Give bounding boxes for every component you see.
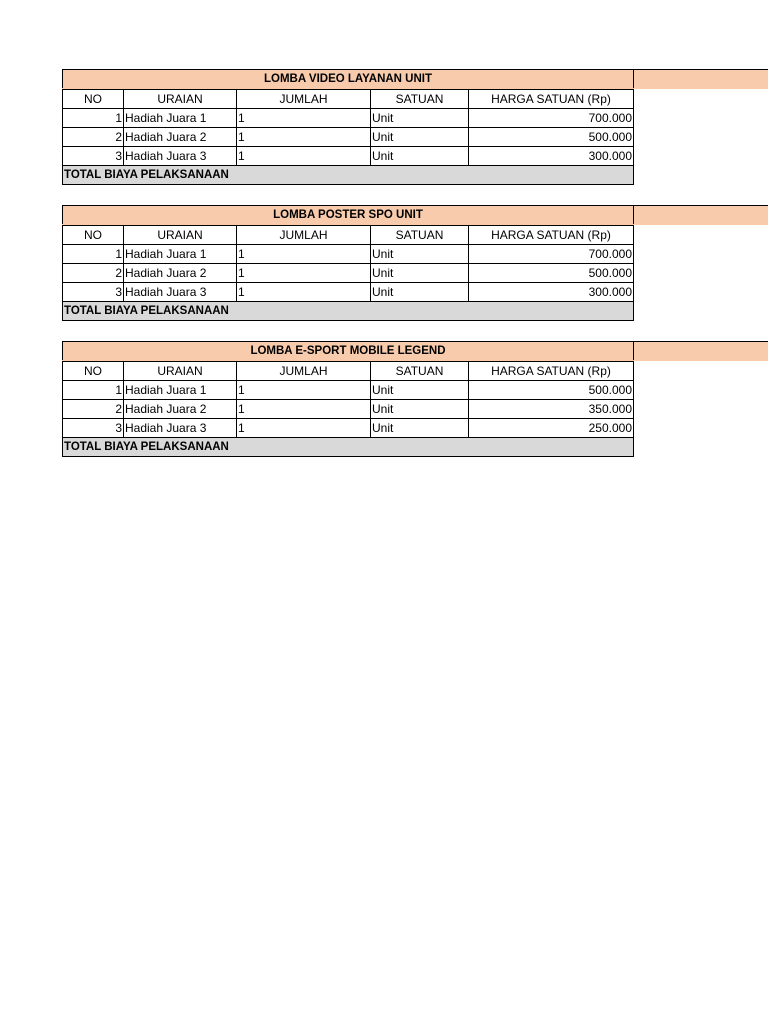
cell-uraian: Hadiah Juara 3 <box>124 419 237 438</box>
cell-no: 1 <box>63 109 124 128</box>
cell-jumlah: 1 <box>237 128 371 147</box>
cell-no: 2 <box>63 264 124 283</box>
table-row <box>63 128 634 147</box>
cell-jumlah: 1 <box>237 109 371 128</box>
cell-uraian: Hadiah Juara 3 <box>124 283 237 302</box>
cell-no: 1 <box>63 381 124 400</box>
header-row <box>63 226 634 245</box>
cell-satuan: Unit <box>371 400 469 419</box>
table-row <box>63 400 634 419</box>
budget-table <box>62 361 634 457</box>
table-row <box>63 419 634 438</box>
budget-section-video <box>62 69 768 185</box>
cell-jumlah: 1 <box>237 264 371 283</box>
cell-harga: 350.000 <box>469 400 634 419</box>
section-title-row <box>62 341 768 361</box>
table-row <box>63 381 634 400</box>
header-satuan: SATUAN <box>371 226 469 245</box>
total-label: TOTAL BIAYA PELAKSANAAN <box>63 302 634 321</box>
cell-satuan: Unit <box>371 109 469 128</box>
cell-uraian: Hadiah Juara 2 <box>124 264 237 283</box>
header-row <box>63 362 634 381</box>
cell-uraian: Hadiah Juara 1 <box>124 245 237 264</box>
budget-table <box>62 89 634 185</box>
cell-harga: 250.000 <box>469 419 634 438</box>
header-row <box>63 90 634 109</box>
cell-satuan: Unit <box>371 147 469 166</box>
cell-uraian: Hadiah Juara 1 <box>124 109 237 128</box>
header-jumlah: JUMLAH <box>237 226 371 245</box>
header-harga: HARGA SATUAN (Rp) <box>469 362 634 381</box>
cell-uraian: Hadiah Juara 1 <box>124 381 237 400</box>
total-row <box>63 166 634 185</box>
header-satuan: SATUAN <box>371 362 469 381</box>
cell-jumlah: 1 <box>237 400 371 419</box>
cell-jumlah: 1 <box>237 419 371 438</box>
section-title: LOMBA POSTER SPO UNIT <box>62 206 634 224</box>
header-harga: HARGA SATUAN (Rp) <box>469 226 634 245</box>
cell-no: 1 <box>63 245 124 264</box>
cell-no: 2 <box>63 128 124 147</box>
cell-harga: 500.000 <box>469 264 634 283</box>
section-title-row <box>62 69 768 89</box>
cell-jumlah: 1 <box>237 283 371 302</box>
cell-harga: 500.000 <box>469 128 634 147</box>
table-row <box>63 264 634 283</box>
cell-harga: 300.000 <box>469 283 634 302</box>
cell-satuan: Unit <box>371 264 469 283</box>
header-no: NO <box>63 362 124 381</box>
cell-jumlah: 1 <box>237 381 371 400</box>
cell-satuan: Unit <box>371 245 469 264</box>
table-row <box>63 283 634 302</box>
cell-harga: 700.000 <box>469 109 634 128</box>
header-no: NO <box>63 226 124 245</box>
cell-satuan: Unit <box>371 419 469 438</box>
header-harga: HARGA SATUAN (Rp) <box>469 90 634 109</box>
header-jumlah: JUMLAH <box>237 362 371 381</box>
header-uraian: URAIAN <box>124 90 237 109</box>
cell-jumlah: 1 <box>237 147 371 166</box>
cell-no: 3 <box>63 147 124 166</box>
total-row <box>63 438 634 457</box>
cell-satuan: Unit <box>371 283 469 302</box>
cell-uraian: Hadiah Juara 2 <box>124 128 237 147</box>
cell-no: 3 <box>63 283 124 302</box>
section-title-row <box>62 205 768 225</box>
total-row <box>63 302 634 321</box>
table-row <box>63 109 634 128</box>
table-row <box>63 147 634 166</box>
budget-table <box>62 225 634 321</box>
cell-harga: 500.000 <box>469 381 634 400</box>
total-label: TOTAL BIAYA PELAKSANAAN <box>63 166 634 185</box>
cell-satuan: Unit <box>371 381 469 400</box>
cell-uraian: Hadiah Juara 3 <box>124 147 237 166</box>
cell-jumlah: 1 <box>237 245 371 264</box>
section-title: LOMBA E-SPORT MOBILE LEGEND <box>62 342 634 360</box>
cell-uraian: Hadiah Juara 2 <box>124 400 237 419</box>
cell-satuan: Unit <box>371 128 469 147</box>
table-row <box>63 245 634 264</box>
cell-no: 2 <box>63 400 124 419</box>
cell-harga: 700.000 <box>469 245 634 264</box>
header-satuan: SATUAN <box>371 90 469 109</box>
budget-section-esport <box>62 341 768 457</box>
total-label: TOTAL BIAYA PELAKSANAAN <box>63 438 634 457</box>
header-no: NO <box>63 90 124 109</box>
cell-harga: 300.000 <box>469 147 634 166</box>
header-jumlah: JUMLAH <box>237 90 371 109</box>
header-uraian: URAIAN <box>124 226 237 245</box>
section-title: LOMBA VIDEO LAYANAN UNIT <box>62 70 634 88</box>
budget-section-poster <box>62 205 768 321</box>
cell-no: 3 <box>63 419 124 438</box>
header-uraian: URAIAN <box>124 362 237 381</box>
